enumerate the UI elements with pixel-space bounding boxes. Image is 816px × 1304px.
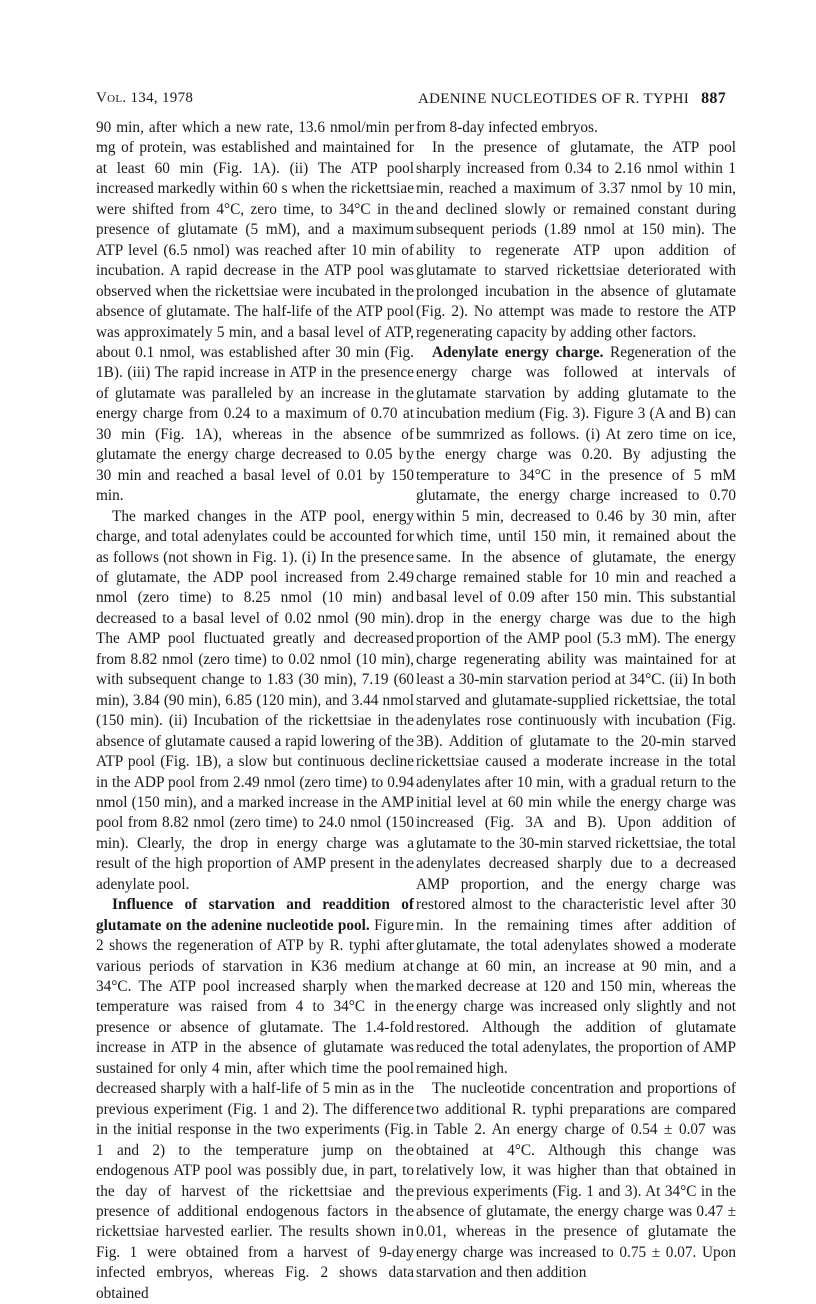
paragraph: from 8-day infected embryos.: [416, 119, 598, 136]
section-heading: Adenylate energy charge.: [432, 343, 604, 361]
paragraph-text: Regeneration of the energy charge was followed at intervals of glutamate starvation by adding glutamate to the incubation medium (Fig. 3). Figure 3 (A and B) can be summrized as follows. (i) At zero time on ice, the energy charge was 0.20. By adjusting the temperature to 34°C in the presence of 5 mM glutamate, the energy charge increased to 0.70 within 5 min, decreased to 0.46 by 30 min, after which time, until 150 min, it remained about the same. In the absence of glutamate, the energy charge remained stable for 10 min and reached a basal level of 0.09 after 150 min. This substantial drop in the energy charge was due to the high proportion of the AMP pool (5.3 mM). The energy charge regenerating ability was maintained for at least a 30-min starvation period at 34°C. (ii) In both starved and glutamate-supplied rickettsiae, the total adenylates rose continuously with incubation (Fig. 3B). Addition of glutamate to the 20-min starved rickettsiae caused a moderate increase in the total adenylates after 10 min, with a gradual return to the initial level at 60 min while the energy charge was increased (Fig. 3A and B). Upon addition of glutamate to the 30-min starved rickettsiae, the total adenylates decreased sharply due to a decreased AMP proportion, and the energy charge was restored almost to the characteristic level after 30 min. In the remaining times after addition of glutamate, the total adenylates showed a moderate change at 60 min, an increase at 90 min, and a marked decrease at 120 and 150 min, whereas the energy charge was increased only slightly and not restored. Although the addition of glutamate reduced the total adenylates, the proportion of AMP remained high.: [416, 343, 736, 1077]
page-number: 887: [701, 90, 726, 107]
header-right: [418, 90, 726, 108]
paragraph: In the presence of glutamate, the ATP pool sharply increased from 0.34 to 2.16 nmol within 1 min, reached a maximum of 3.37 nmol by 10 min, and declined slowly or remained constant during subsequent periods (1.89 nmol at 150 min). The ability to regenerate ATP upon addition of glutamate to starved rickettsiae deteriorated with prolonged incubation in the absence of glutamate (Fig. 2). No attempt was made to restore the ATP regenerating capacity by adding other factors.: [416, 139, 736, 341]
paragraph: The nucleotide concentration and proportions of two additional R. typhi preparations are compared in Table 2. An energy charge of 0.54 ± 0.07 was obtained at 4°C. Although this change was relatively low, it was higher than that obtained in previous experiments (Fig. 1 and 3). At 34°C in the absence of glutamate, the energy charge was 0.47 ± 0.01, whereas in the presence of glutamate the energy charge was increased to 0.75 ± 0.07. Upon starvation and then addition: [416, 1080, 736, 1282]
paragraph: The marked changes in the ATP pool, energy charge, and total adenylates could be accounted for as follows (not shown in Fig. 1). (i) In the presence of glutamate, the ADP pool increased from 2.49 nmol (zero time) to 8.25 nmol (10 min) and decreased to a basal level of 0.02 nmol (90 min). The AMP pool fluctuated greatly and decreased from 8.82 nmol (zero time) to 0.02 nmol (10 min), with subsequent change to 1.83 (30 min), 7.19 (60 min), 3.84 (90 min), 6.85 (120 min), and 3.44 nmol (150 min). (ii) Incubation of the rickettsiae in the absence of glutamate caused a rapid lowering of the ATP pool (Fig. 1B), a slow but continuous decline in the ADP pool from 2.49 nmol (zero time) to 0.94 nmol (150 min), and a marked increase in the AMP pool from 8.82 nmol (zero time) to 24.0 nmol (150 min). Clearly, the drop in energy charge was a result of the high proportion of AMP present in the adenylate pool.: [96, 507, 414, 893]
section-paragraph: [96, 895, 414, 1304]
section-paragraph: [416, 343, 736, 1079]
paragraph: 90 min, after which a new rate, 13.6 nmol/min per mg of protein, was established and maintained for at least 60 min (Fig. 1A). (ii) The ATP pool increased markedly within 60 s when the rickettsiae were shifted from 4°C, zero time, to 34°C in the presence of glutamate (5 mM), and a maximum ATP level (6.5 nmol) was reached after 10 min of incubation. A rapid decrease in the ATP pool was observed when the rickettsiae were incubated in the absence of glutamate. The half-life of the ATP pool was approximately 5 min, and a basal level of ATP, about 0.1 nmol, was established after 30 min (Fig. 1B). (iii) The rapid increase in ATP in the presence of glutamate was paralleled by an increase in the energy charge from 0.24 to a maximum of 0.70 at 30 min (Fig. 1A), whereas in the absence of glutamate the energy charge decreased to 0.05 by 30 min and reached a basal level of 0.01 by 150 min.: [96, 119, 414, 505]
section-heading: Influence of starvation and readdition of glutamate on the adenine nucleotide pool.: [96, 896, 414, 934]
left-column: [96, 118, 414, 1304]
running-title: ADENINE NUCLEOTIDES OF R. TYPHI: [417, 91, 690, 107]
running-header: [96, 90, 726, 114]
volume-label: Vol. 134, 1978: [96, 90, 194, 106]
paragraph-text: Figure 2 shows the regeneration of ATP by R. typhi after various periods of starvation in K36 medium at 34°C. The ATP pool increased sharply when the temperature was raised from 4 to 34°C in the presence or absence of glutamate. The 1.4-fold increase in ATP in the absence of glutamate was sustained for only 4 min, after which time the pool decreased sharply with a half-life of 5 min as in the previous experiment (Fig. 1 and 2). The difference in the initial response in the two experiments (Fig. 1 and 2) to the temperature jump on the endogenous ATP pool was possibly due, in part, to the day of harvest of the rickettsiae and the presence of additional endogenous factors in the rickettsiae harvested earlier. The results shown in Fig. 1 were obtained from a harvest of 9-day infected embryos, whereas Fig. 2 shows data obtained: [96, 916, 415, 1302]
right-column: [416, 118, 736, 1284]
